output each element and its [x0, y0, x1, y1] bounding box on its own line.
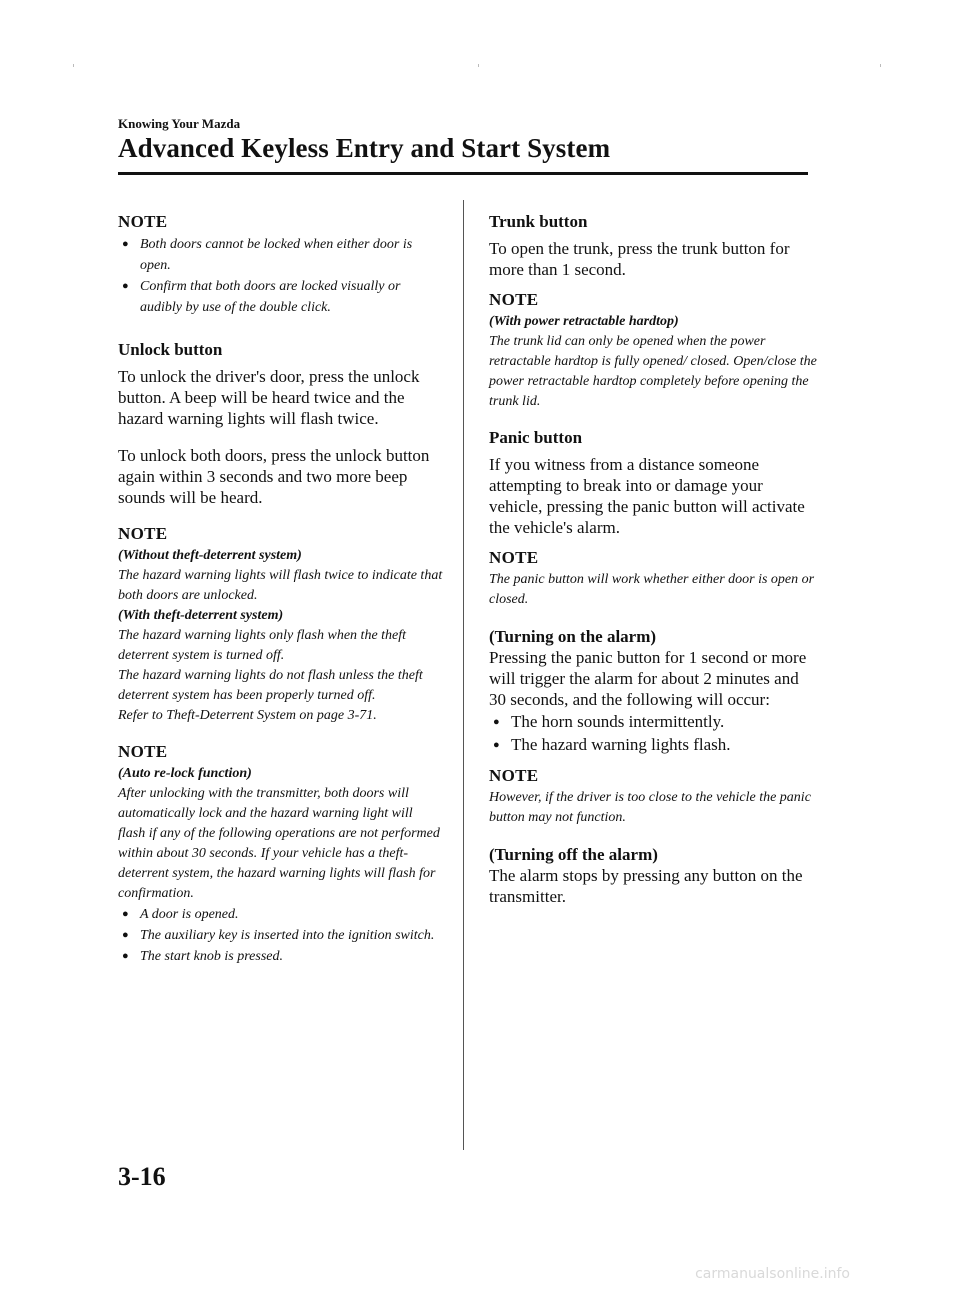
title-rule	[118, 172, 808, 175]
note-text: The trunk lid can only be opened when the power retractable hardtop is fully opened/ closed. Open/close the power retractable hardtop completely before opening the trunk lid.	[489, 334, 817, 409]
list-item: ● A door is opened.	[118, 904, 443, 925]
bullet-dot-icon: ●	[493, 716, 500, 728]
trunk-button-heading: Trunk button	[489, 212, 588, 231]
note-subheading: (With theft-deterrent system)	[118, 608, 284, 623]
note-heading: NOTE	[489, 290, 539, 309]
note-subheading: (Auto re-lock function)	[118, 766, 252, 781]
list-item: ● The start knob is pressed.	[118, 946, 443, 967]
right-column	[489, 212, 819, 907]
list-item: ● Confirm that both doors are locked visually or audibly by use of the double click.	[118, 276, 443, 318]
unlock-paragraph-2: To unlock both doors, press the unlock button again within 3 seconds and two more beep sounds will be heard.	[118, 446, 430, 507]
bullet-dot-icon: ●	[122, 908, 129, 920]
note-text: The hazard warning lights do not flash unless the theft deterrent system has been properly turned off.	[118, 668, 423, 703]
note-text: However, if the driver is too close to the vehicle the panic button may not function.	[489, 790, 811, 825]
page-title: Advanced Keyless Entry and Start System	[118, 133, 611, 163]
note-heading: NOTE	[118, 524, 168, 543]
alarm-on-heading: (Turning on the alarm)	[489, 627, 657, 646]
list-item: ● The horn sounds intermittently.	[489, 710, 819, 733]
relock-list	[118, 904, 443, 967]
column-divider	[463, 200, 464, 1150]
bullet-dot-icon: ●	[122, 238, 129, 250]
panic-button-heading: Panic button	[489, 428, 583, 447]
section-label: Knowing Your Mazda	[118, 116, 241, 131]
note-subheading: (Without theft-deterrent system)	[118, 548, 302, 563]
crop-mark	[880, 64, 881, 67]
note-list	[118, 234, 443, 318]
crop-mark	[73, 64, 74, 67]
alarm-off-paragraph: The alarm stops by pressing any button on the transmitter.	[489, 866, 803, 906]
panic-paragraph: If you witness from a distance someone attempting to break into or damage your vehicle, pressing the panic button will activate the vehicle's alarm.	[489, 455, 805, 537]
watermark: carmanualsonline.info	[695, 1266, 850, 1282]
note-heading: NOTE	[489, 548, 539, 567]
bullet-dot-icon: ●	[122, 950, 129, 962]
list-item: ● The auxiliary key is inserted into the ignition switch.	[118, 925, 443, 946]
bullet-dot-icon: ●	[122, 280, 129, 292]
unlock-button-heading: Unlock button	[118, 340, 223, 359]
alarm-on-paragraph: Pressing the panic button for 1 second or more will trigger the alarm for about 2 minutes and 30 seconds, and the following will occur:	[489, 648, 807, 709]
left-column	[118, 212, 443, 967]
bullet-dot-icon: ●	[122, 929, 129, 941]
list-item: ● Both doors cannot be locked when either door is open.	[118, 234, 443, 276]
alarm-off-heading: (Turning off the alarm)	[489, 845, 658, 864]
alarm-list	[489, 710, 819, 756]
note-text: The panic button will work whether either door is open or closed.	[489, 572, 815, 607]
bullet-dot-icon: ●	[493, 739, 500, 751]
note-heading: NOTE	[118, 212, 168, 231]
trunk-paragraph: To open the trunk, press the trunk button for more than 1 second.	[489, 239, 790, 279]
note-text: The hazard warning lights will flash twice to indicate that both doors are unlocked.	[118, 568, 443, 603]
note-text: The hazard warning lights only flash when the theft deterrent system is turned off.	[118, 628, 407, 663]
note-heading: NOTE	[118, 742, 168, 761]
page-reference: Refer to Theft-Deterrent System on page 3-71.	[118, 708, 377, 723]
note-text: After unlocking with the transmitter, both doors will automatically lock and the hazard warning light will flash if any of the following operations are not performed within about 30 seconds. If your vehicle has a theft-deterrent system, the hazard warning lights will flash for confirmation.	[118, 786, 440, 901]
list-item: ● The hazard warning lights flash.	[489, 733, 819, 756]
page-number: 3-16	[118, 1162, 166, 1191]
unlock-paragraph-1: To unlock the driver's door, press the unlock button. A beep will be heard twice and the hazard warning lights will flash twice.	[118, 367, 420, 428]
crop-mark	[478, 64, 479, 67]
note-subheading: (With power retractable hardtop)	[489, 314, 679, 329]
note-heading: NOTE	[489, 766, 539, 785]
